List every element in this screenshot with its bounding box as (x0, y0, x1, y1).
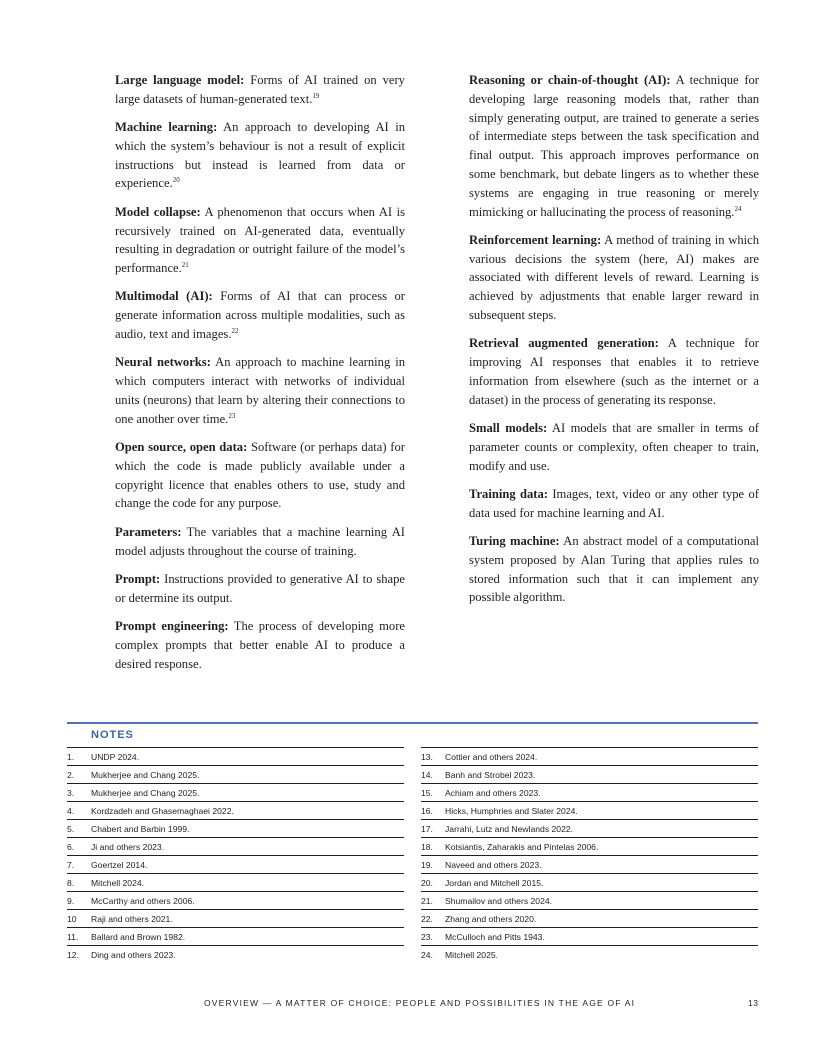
glossary-entry (469, 485, 759, 523)
glossary-term: Neural networks: (115, 355, 211, 370)
note-item (421, 819, 758, 837)
note-text: Goertzel 2014. (91, 860, 148, 870)
glossary-entry (115, 203, 405, 278)
footnote-ref[interactable]: 24 (734, 204, 742, 213)
note-item (421, 837, 758, 855)
footnote-ref[interactable]: 22 (231, 327, 239, 336)
note-number: 23. (421, 932, 433, 942)
note-text: McCulloch and Pitts 1943. (445, 932, 545, 942)
glossary-entry (469, 532, 759, 607)
note-number: 20. (421, 878, 433, 888)
note-number: 6. (67, 842, 75, 852)
glossary-entry (115, 353, 405, 428)
glossary-entry (469, 71, 759, 221)
glossary-definition: An approach to machine learning in which computers interact with networks of individual units (neurons) that learn by altering their connections to one another over time. (115, 355, 406, 426)
glossary-definition: The process of developing more complex prompts that better enable AI to produce a desired response. (115, 618, 405, 671)
glossary-entry (115, 570, 405, 608)
note-text: Mitchell 2024. (91, 878, 145, 888)
notes-divider (67, 722, 758, 724)
footnote-ref[interactable]: 23 (228, 411, 236, 420)
notes-heading: NOTES (91, 729, 134, 741)
note-item (421, 747, 758, 765)
glossary-definition: The variables that a machine learning AI model adjusts throughout the course of training. (115, 524, 405, 558)
note-number: 5. (67, 824, 75, 834)
note-text: Chabert and Barbin 1999. (91, 824, 190, 834)
footnote-ref[interactable]: 21 (181, 261, 189, 270)
glossary-term: Prompt engineering: (115, 618, 229, 633)
glossary-entry (469, 231, 759, 325)
glossary-definition: An abstract model of a computational system proposed by Alan Turing that applies rules to stored information such that it can implement any possible algorithm. (469, 534, 759, 605)
note-item (421, 765, 758, 783)
note-number: 24. (421, 950, 433, 960)
note-number: 2. (67, 770, 75, 780)
glossary-term: Reinforcement learning: (469, 232, 602, 247)
notes-column-right (421, 747, 758, 963)
glossary-entry (115, 71, 405, 109)
note-number: 9. (67, 896, 75, 906)
footer-title: OVERVIEW — A MATTER OF CHOICE: PEOPLE AND POSSIBILITIES IN THE AGE OF AI (204, 998, 636, 1008)
note-text: Banh and Strobel 2023. (445, 770, 536, 780)
note-text: Mukherjee and Chang 2025. (91, 788, 200, 798)
glossary-definition: A phenomenon that occurs when AI is recursively trained on AI-generated data, eventually resulting in degradation or outright failure of the model’s performance. (115, 204, 405, 276)
glossary-term: Training data: (469, 486, 548, 501)
glossary-entry (115, 617, 405, 673)
glossary-term: Parameters: (115, 524, 182, 539)
glossary-term: Machine learning: (115, 120, 218, 135)
glossary-entry (115, 287, 405, 343)
note-text: Hicks, Humphries and Slater 2024. (445, 806, 578, 816)
note-item (67, 801, 404, 819)
note-number: 22. (421, 914, 433, 924)
glossary-entry (469, 419, 759, 475)
note-item (67, 855, 404, 873)
glossary-column-right (469, 71, 759, 617)
note-text: Raji and others 2021. (91, 914, 173, 924)
glossary-entry (115, 523, 405, 561)
note-item (67, 891, 404, 909)
note-item (421, 801, 758, 819)
note-text: Jarrahi, Lutz and Newlands 2022. (445, 824, 574, 834)
note-number: 13. (421, 752, 433, 762)
note-number: 16. (421, 806, 433, 816)
note-item (421, 873, 758, 891)
note-number: 17. (421, 824, 433, 834)
glossary-entry (469, 334, 759, 409)
note-number: 1. (67, 752, 75, 762)
glossary-entry (115, 438, 405, 513)
note-text: Ji and others 2023. (91, 842, 165, 852)
note-text: Shumailov and others 2024. (445, 896, 553, 906)
note-item (67, 945, 404, 963)
note-text: UNDP 2024. (91, 752, 140, 762)
page-number: 13 (748, 998, 759, 1008)
glossary-term: Prompt: (115, 571, 161, 586)
note-item (67, 909, 404, 927)
note-number: 14. (421, 770, 433, 780)
note-text: Kotsiantis, Zaharakis and Pintelas 2006. (445, 842, 599, 852)
note-text: Kordzadeh and Ghasemaghaei 2022. (91, 806, 234, 816)
glossary-definition: Forms of AI trained on very large datasets of human-generated text. (115, 73, 405, 106)
note-item (67, 837, 404, 855)
note-item (421, 783, 758, 801)
note-text: Zhang and others 2020. (445, 914, 537, 924)
note-item (67, 927, 404, 945)
note-text: Mukherjee and Chang 2025. (91, 770, 200, 780)
glossary-term: Multimodal (AI): (115, 289, 213, 304)
note-text: Cottier and others 2024. (445, 752, 538, 762)
glossary-definition: Images, text, video or any other type of data used for machine learning and AI. (469, 486, 759, 520)
note-item (421, 909, 758, 927)
note-number: 8. (67, 878, 75, 888)
glossary-term: Large language model: (115, 73, 245, 87)
note-number: 11. (67, 932, 79, 942)
glossary-definition: A method of training in which various decisions the system (here, AI) makes are associated with different levels of reward. Learning is achieved by adjustments that enable larger reward in subsequent steps. (469, 232, 760, 323)
note-text: Jordan and Mitchell 2015. (445, 878, 544, 888)
note-number: 12. (67, 950, 79, 960)
note-item (67, 819, 404, 837)
note-item (421, 891, 758, 909)
glossary-definition: Instructions provided to generative AI to shape or determine its output. (115, 571, 405, 605)
glossary-definition: AI models that are smaller in terms of parameter counts or complexity, often cheaper to train, modify and use. (469, 421, 759, 473)
note-text: Mitchell 2025. (445, 950, 499, 960)
glossary-definition: An approach to developing AI in which the system’s behaviour is not a result of explicit instructions but instead is learned from data or experience. (115, 120, 405, 191)
glossary-term: Turing machine: (469, 534, 560, 549)
note-item (67, 747, 404, 765)
glossary-term: Retrieval augmented generation: (469, 336, 659, 351)
note-item (421, 855, 758, 873)
note-text: Naveed and others 2023. (445, 860, 542, 870)
glossary-definition: A technique for improving AI responses that enables it to retrieve information from elsewhere (such as the internet or a dataset) in the process of generating its response. (469, 336, 759, 407)
note-text: Ding and others 2023. (91, 950, 176, 960)
note-number: 3. (67, 788, 75, 798)
footnote-ref[interactable]: 19 (312, 91, 320, 100)
note-number: 18. (421, 842, 433, 852)
note-item (421, 927, 758, 945)
note-number: 10 (67, 914, 77, 924)
glossary-definition: Software (or perhaps data) for which the code is made publicly available under a copyright licence that enables others to use, study and change the code for any purpose. (115, 440, 405, 511)
note-item (67, 783, 404, 801)
note-number: 21. (421, 896, 433, 906)
notes-column-left (67, 747, 404, 963)
note-number: 19. (421, 860, 433, 870)
glossary-term: Reasoning or chain-of-thought (AI): (469, 73, 671, 87)
glossary-column-left (115, 71, 405, 683)
note-item (67, 765, 404, 783)
note-text: McCarthy and others 2006. (91, 896, 195, 906)
note-item (67, 873, 404, 891)
footnote-ref[interactable]: 20 (172, 176, 180, 185)
note-number: 15. (421, 788, 433, 798)
note-item (421, 945, 758, 963)
note-text: Ballard and Brown 1982. (91, 932, 186, 942)
glossary-term: Model collapse: (115, 204, 201, 219)
glossary-term: Small models: (469, 421, 548, 436)
glossary-definition: Forms of AI that can process or generate information across multiple modalities, such as audio, text and images. (115, 289, 405, 342)
note-number: 7. (67, 860, 75, 870)
glossary-entry (115, 118, 405, 193)
note-number: 4. (67, 806, 75, 816)
glossary-term: Open source, open data: (115, 440, 248, 455)
note-text: Achiam and others 2023. (445, 788, 541, 798)
glossary-definition: A technique for developing large reasoning models that, rather than simply generating output, are trained to generate a series of intermediate steps between the task specification and final output. This approach improves performance on some benchmark, but debate lingers as to whether these systems are engaging in true reasoning or merely mimicking or hallucinating the process of reasoning. (469, 73, 759, 219)
